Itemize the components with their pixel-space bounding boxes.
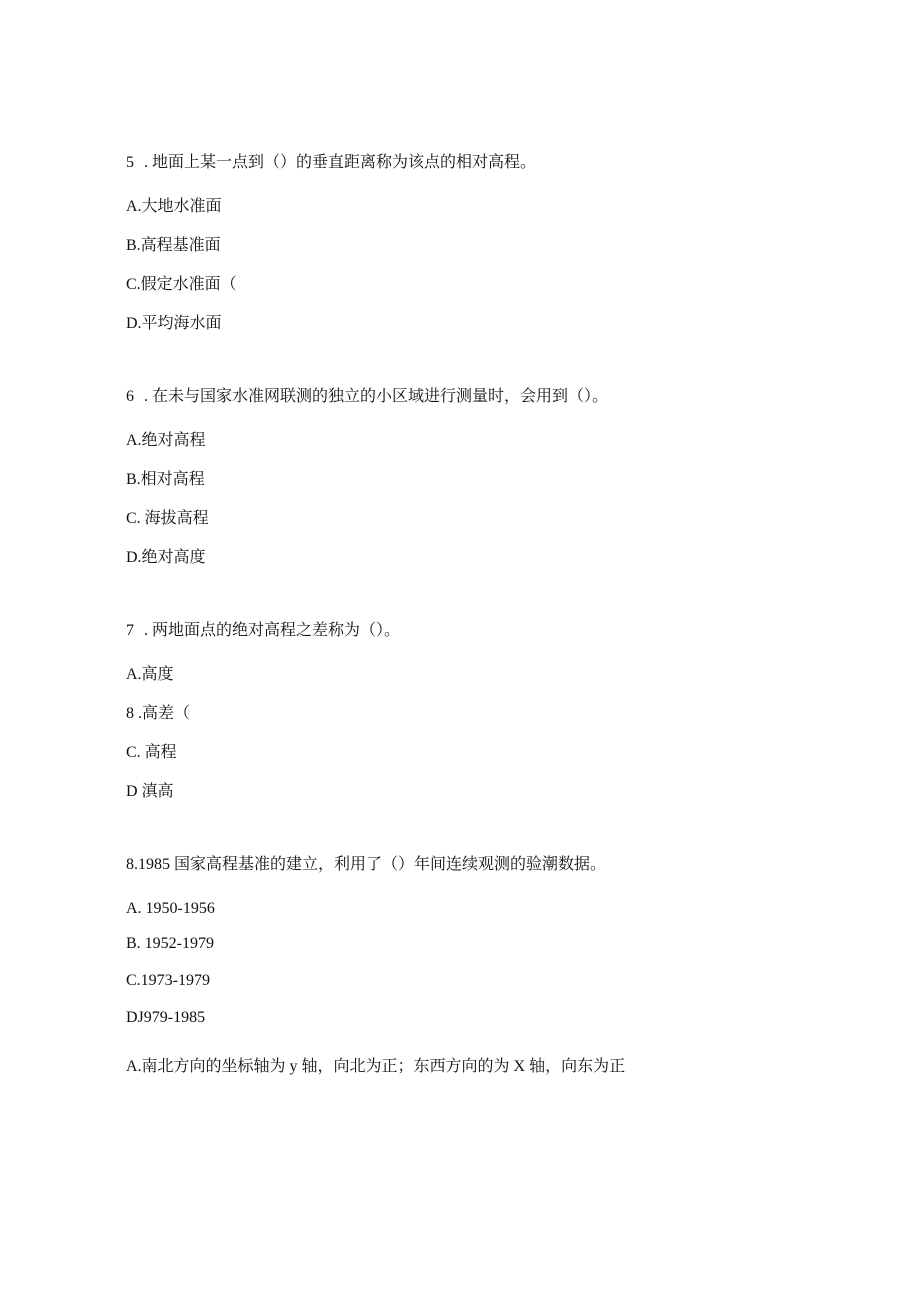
question-number: 7 — [126, 622, 134, 639]
question-7-option-b: 8 .高差（ — [126, 705, 191, 722]
question-text: . 地面上某一点到（）的垂直距离称为该点的相对高程。 — [144, 154, 537, 171]
question-7-option-c: C. 高程 — [126, 744, 177, 761]
trailing-answer-line: A.南北方向的坐标轴为 y 轴，向北为正；东西方向的为 X 轴，向东为正 — [126, 1058, 626, 1075]
question-text: . 在未与国家水准网联测的独立的小区域进行测量时，会用到（）。 — [144, 388, 609, 405]
question-7-option-a: A.高度 — [126, 666, 174, 683]
question-7-option-d: D 滇高 — [126, 783, 174, 800]
question-7-stem — [126, 621, 886, 641]
question-8-option-a: A. 1950-1956 — [126, 900, 215, 917]
question-5-option-c: C.假定水准面（ — [126, 276, 237, 293]
question-number: 6 — [126, 388, 134, 405]
question-8-stem: 8.1985 国家高程基准的建立，利用了（）年间连续观测的验潮数据。 — [126, 856, 607, 873]
question-6-option-c: C. 海拔高程 — [126, 510, 209, 527]
question-text: . 两地面点的绝对高程之差称为（）。 — [144, 622, 401, 639]
question-6-stem — [126, 387, 886, 407]
question-5-option-d: D.平均海水面 — [126, 315, 222, 332]
question-6-option-b: B.相对高程 — [126, 471, 205, 488]
question-6-option-a: A.绝对高程 — [126, 432, 206, 449]
question-8-option-b: B. 1952-1979 — [126, 935, 214, 952]
question-8-option-d: DJ979-1985 — [126, 1009, 206, 1026]
question-8-option-c: C.1973-1979 — [126, 972, 210, 989]
question-5-stem — [126, 153, 886, 173]
question-5-option-b: B.高程基准面 — [126, 237, 221, 254]
question-5-option-a: A.大地水准面 — [126, 198, 222, 215]
question-6-option-d: D.绝对高度 — [126, 549, 206, 566]
question-number: 5 — [126, 154, 134, 171]
